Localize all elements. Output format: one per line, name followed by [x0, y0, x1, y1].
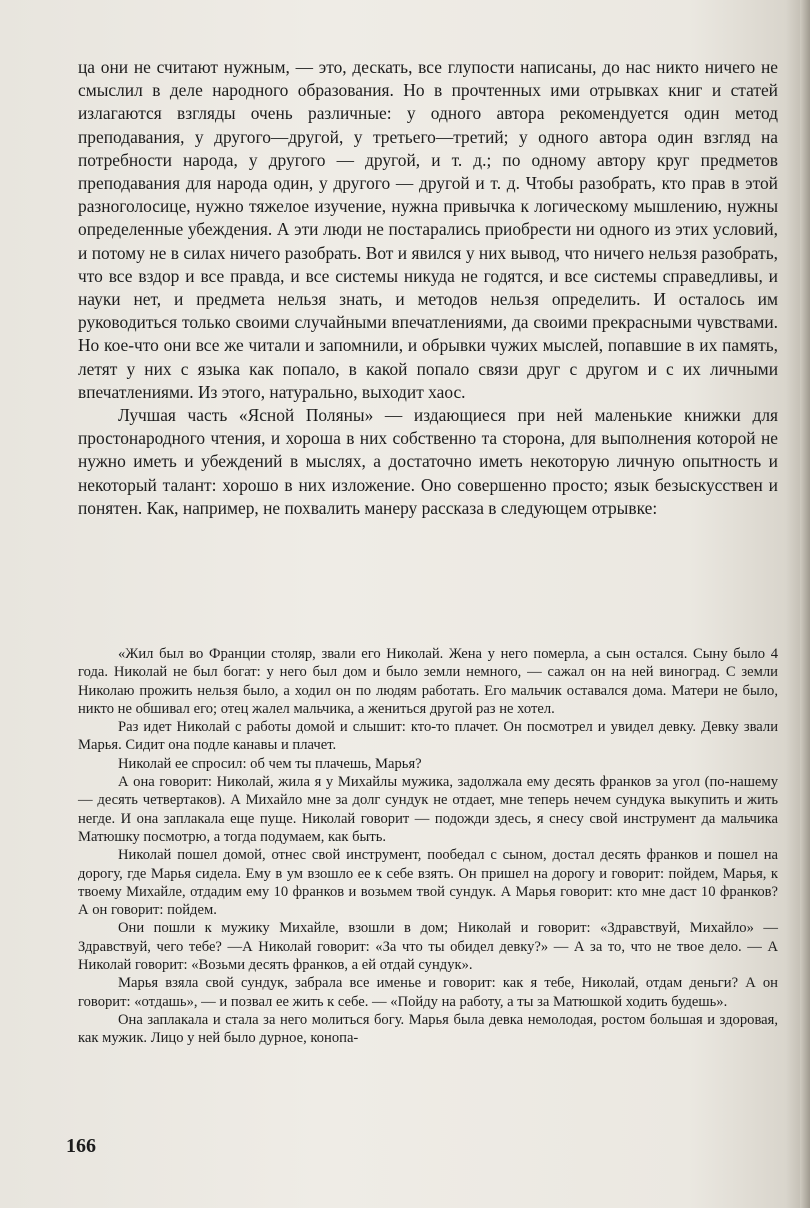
- quote-paragraph-3: Николай ее спросил: об чем ты плачешь, Марья?: [118, 755, 422, 772]
- quote-paragraph-4: А она говорит: Николай, жила я у Михайлы мужика, задолжала ему десять франков за угол (по-нашему — десять четвертаков). А Михайло мне за долг сундук не отдает, мне теперь нечем сундука выкупить и жить негде. И она заплакала еще пуще. Николай говорит — подожди здесь, я снесу свой инструмент да мальчика Матюшку посмотрю, а тогда подумаем, как быть.: [78, 774, 778, 845]
- main-paragraph-1: ца они не считают нужным, — это, дескать, все глупости написаны, до нас никто ничего не смыслил в деле народного образования. Но в прочтенных ими отрывках книг и статей излагаются взгляды очень различные: у одного автора рекомендуется один метод преподавания, у другого—другой, у третьего—третий; у одного автора один взгляд на потребности народа, у другого — другой, и т. д.; по одному автору круг предметов преподавания для народа один, у другого — другой и т. д. Чтобы разобрать, кто прав в этой разноголосице, нужно тяжелое изучение, нужна привычка к логическому мышлению, нужны определенные убеждения. А эти люди не постарались приобрести ни одного из этих условий, и потому не в силах ничего разобрать. Вот и явился у них вывод, что ничего нельзя разобрать, что все вздор и все правда, и все системы никуда не годятся, и все системы справедливы, и науки нет, и предмета нельзя знать, и методов нельзя определить. И осталось им руководиться только своими случайными впечатлениями, да своими прекрасными чувствами. Но кое-что они все же читали и запомнили, и обрывки чужих мыслей, попавшие в их память, летят у них с языка как попало, в какой попало связи друг с другом и с их личными впечатлениями. Из этого, натурально, выходит хаос.: [78, 57, 778, 402]
- quoted-excerpt: [78, 645, 778, 1048]
- main-text: [78, 56, 778, 520]
- quote-paragraph-2: Раз идет Николай с работы домой и слышит: кто-то плачет. Он посмотрел и увидел девку. Девку звали Марья. Сидит она подле канавы и плачет.: [78, 719, 778, 754]
- quote-paragraph-6: Они пошли к мужику Михайле, взошли в дом; Николай и говорит: «Здравствуй, Михайло» — Здравствуй, чего тебе? —А Николай говорит: «За что ты обидел девку?» — А за то, что не твое дело. — А Николай говорит: «Возьми десять франков, а ей отдай сундук».: [78, 920, 778, 974]
- main-paragraph-2: Лучшая часть «Ясной Поляны» — издающиеся при ней маленькие книжки для простонародного чтения, и хороша в них собственно та сторона, для выполнения которой не нужно иметь и убеждений в мыслях, а достаточно иметь некоторую личную опытность и некоторый талант: хорошо в них изложение. Оно совершенно просто; язык безыскусствен и понятен. Как, например, не похвалить манеру рассказа в следующем отрывке:: [78, 405, 778, 518]
- quote-paragraph-8: Она заплакала и стала за него молиться богу. Марья была девка немолодая, ростом большая и здоровая, как мужик. Лицо у ней было дурное, конопа-: [78, 1011, 778, 1047]
- quote-paragraph-7: Марья взяла свой сундук, забрала все именье и говорит: как я тебе, Николай, отдам деньги? А он говорит: «отдашь», — и позвал ее жить к себе. — «Пойду на работу, а ты за Матюшкой ходить будешь».: [78, 975, 778, 1010]
- quote-paragraph-5: Николай пошел домой, отнес свой инструмент, пообедал с сыном, достал десять франков и пошел на дорогу, где Марья сидела. Ему в ум взошло ее к себе взять. Он пришел на дорогу и говорит: пойдем, Марья, к твоему Михайле, отдадим ему 10 франков и возьмем твой сундук. А Марья говорит: кто мне даст 10 франков? А он говорит: пойдем.: [78, 847, 778, 919]
- quote-paragraph-1: «Жил был во Франции столяр, звали его Николай. Жена у него померла, а сын остался. Сыну было 4 года. Николай не был богат: у него был дом и было земли немного, — сажал он на ней виноград. С земли Николаю прожить нельзя было, а ходил он по людям работать. Его мальчик оставался дома. Матери не было, никто не обшивал его; отец жалел мальчика, а жениться другой раз не хотел.: [78, 646, 778, 717]
- page-number: 166: [66, 1135, 96, 1157]
- page-edge-shadow: [800, 0, 810, 1208]
